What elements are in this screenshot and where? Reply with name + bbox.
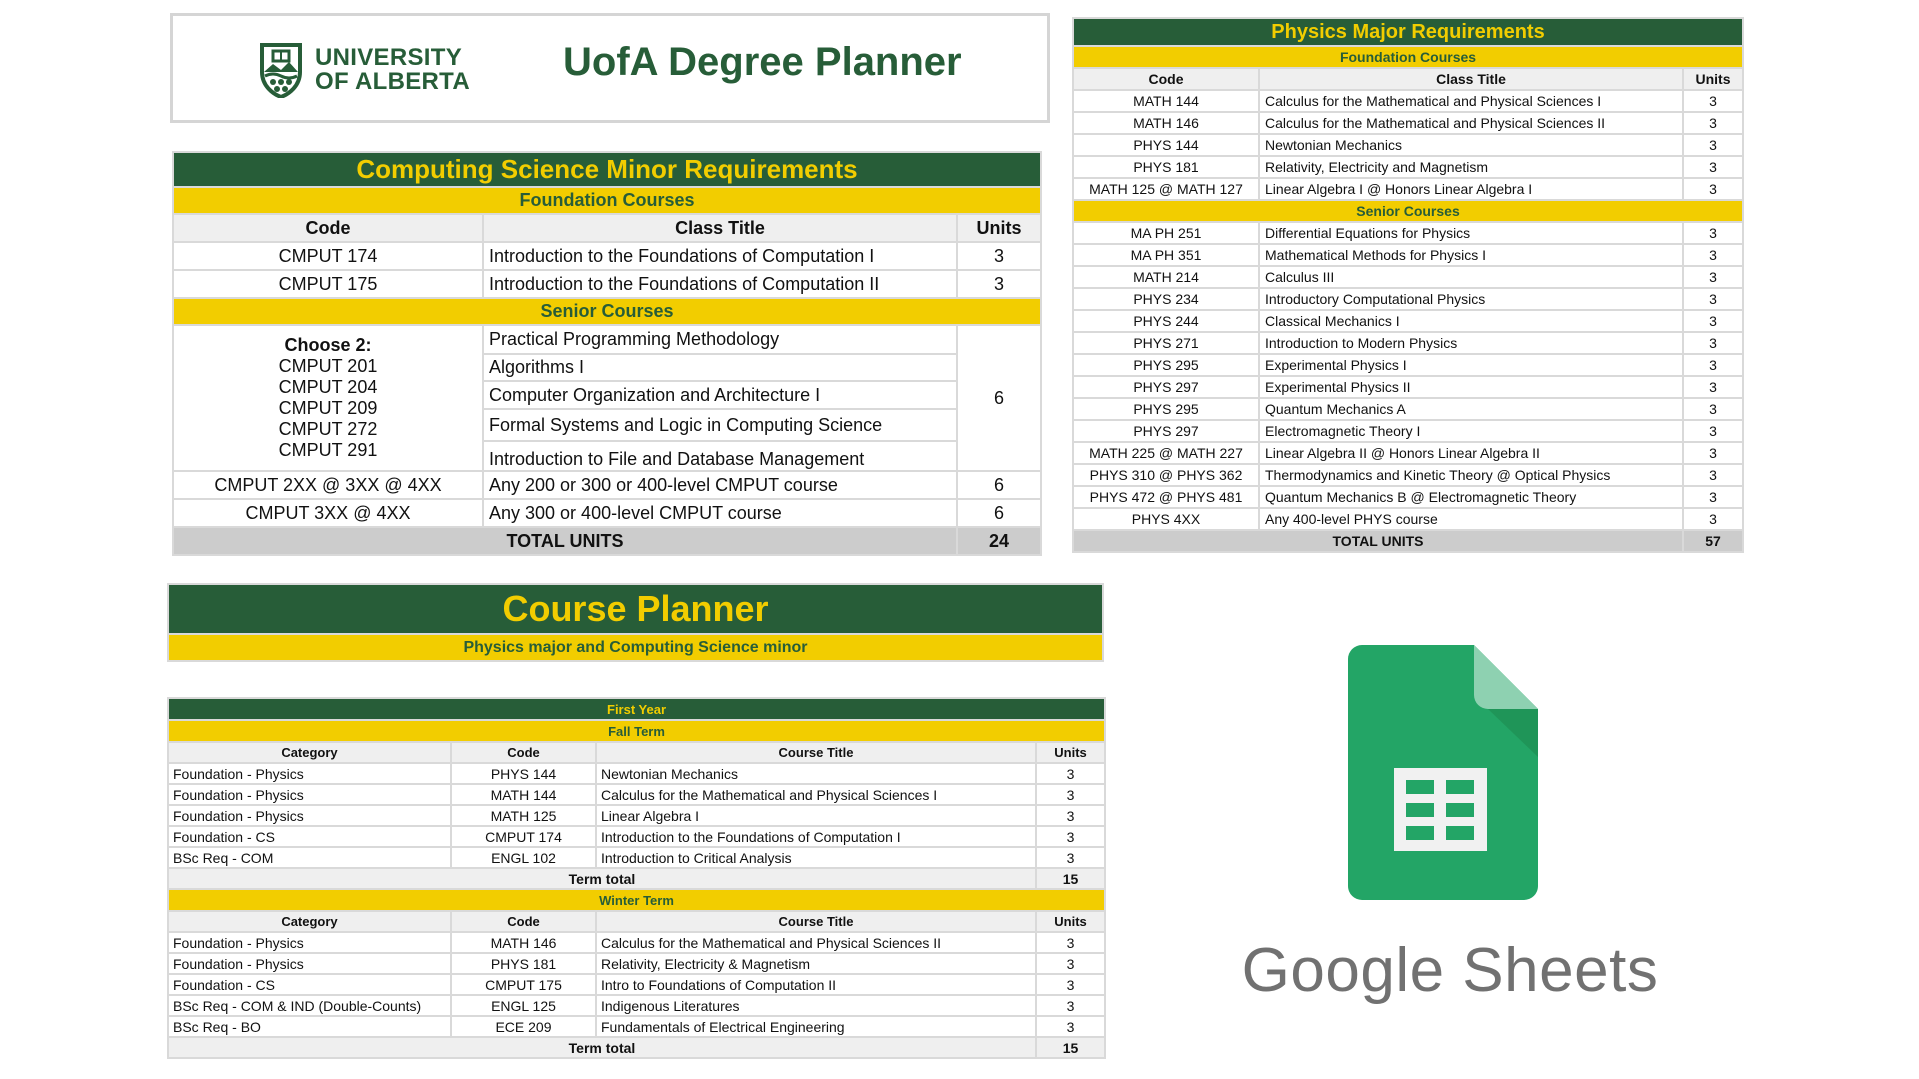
table-row[interactable] [173, 499, 1041, 527]
cs-foundation-label: Foundation Courses [173, 187, 1041, 214]
cell-code[interactable]: PHYS 472 @ PHYS 481 [1073, 486, 1259, 508]
cell-title[interactable]: Any 300 or 400-level CMPUT course [483, 499, 957, 527]
cell-code[interactable]: PHYS 297 [1073, 376, 1259, 398]
col-header-units: Units [1036, 911, 1105, 932]
cell-code[interactable]: ECE 209 [451, 1016, 596, 1037]
term-total-value: 15 [1036, 868, 1105, 889]
cell-code[interactable]: CMPUT 174 [173, 242, 483, 270]
cell-category[interactable]: Foundation - Physics [168, 805, 451, 826]
cell-category[interactable]: BSc Req - COM [168, 847, 451, 868]
cell-units[interactable]: 3 [957, 270, 1041, 298]
cell-title[interactable]: Electromagnetic Theory I [1259, 420, 1683, 442]
col-header-title: Class Title [483, 214, 957, 242]
table-row[interactable] [168, 784, 1105, 805]
cell-title[interactable]: Introduction to the Foundations of Computation II [483, 270, 957, 298]
cell-title[interactable]: Linear Algebra I [596, 805, 1036, 826]
cell-code[interactable]: PHYS 271 [1073, 332, 1259, 354]
cell-title[interactable]: Relativity, Electricity & Magnetism [596, 953, 1036, 974]
col-header-category: Category [168, 742, 451, 763]
cell-category[interactable]: BSc Req - BO [168, 1016, 451, 1037]
cell-code[interactable]: PHYS 244 [1073, 310, 1259, 332]
cell-title[interactable]: Quantum Mechanics A [1259, 398, 1683, 420]
uofa-logo [259, 42, 470, 98]
col-header-title: Course Title [596, 742, 1036, 763]
cell-units[interactable]: 3 [1036, 763, 1105, 784]
cell-code[interactable]: MATH 146 [1073, 112, 1259, 134]
table-row[interactable] [168, 932, 1105, 953]
cell-title[interactable]: Fundamentals of Electrical Engineering [596, 1016, 1036, 1037]
page-title: UofA Degree Planner [563, 40, 962, 84]
cell-category[interactable]: Foundation - Physics [168, 932, 451, 953]
term-total-row [168, 1037, 1105, 1058]
cell-title[interactable]: Linear Algebra II @ Honors Linear Algebra II [1259, 442, 1683, 464]
cell-units[interactable]: 3 [1036, 847, 1105, 868]
cell-title[interactable]: Algorithms I [483, 354, 957, 381]
cell-category[interactable]: Foundation - Physics [168, 763, 451, 784]
col-header-title: Course Title [596, 911, 1036, 932]
table-row[interactable] [173, 471, 1041, 499]
table-row[interactable] [1073, 464, 1743, 486]
cell-code[interactable]: PHYS 144 [1073, 134, 1259, 156]
cell-units[interactable]: 3 [1683, 420, 1743, 442]
col-header-title: Class Title [1259, 68, 1683, 90]
total-value: 57 [1683, 530, 1743, 552]
term-total-label: Term total [168, 868, 1036, 889]
cell-code[interactable]: PHYS 181 [1073, 156, 1259, 178]
cell-units[interactable]: 3 [1683, 178, 1743, 200]
term-total-value: 15 [1036, 1037, 1105, 1058]
cell-code[interactable]: PHYS 234 [1073, 288, 1259, 310]
cell-units[interactable]: 3 [1036, 1016, 1105, 1037]
cell-category[interactable]: Foundation - Physics [168, 953, 451, 974]
course-planner-subtitle: Physics major and Computing Science minor [168, 634, 1103, 661]
table-row[interactable] [168, 847, 1105, 868]
cell-units[interactable]: 3 [1036, 805, 1105, 826]
cell-units[interactable]: 3 [1036, 932, 1105, 953]
physics-foundation-label: Foundation Courses [1073, 46, 1743, 68]
cell-title[interactable]: Formal Systems and Logic in Computing Science [483, 409, 957, 441]
cell-title[interactable]: Introductory Computational Physics [1259, 288, 1683, 310]
cell-title[interactable]: Calculus III [1259, 266, 1683, 288]
col-header-code: Code [451, 742, 596, 763]
table-row[interactable] [1073, 244, 1743, 266]
cell-title[interactable]: Calculus for the Mathematical and Physical Sciences I [1259, 90, 1683, 112]
table-row[interactable] [168, 805, 1105, 826]
cell-category[interactable]: Foundation - CS [168, 826, 451, 847]
cell-units[interactable]: 3 [1683, 222, 1743, 244]
cell-title[interactable]: Calculus for the Mathematical and Physical Sciences II [596, 932, 1036, 953]
course-planner-banner [167, 583, 1104, 662]
cell-title[interactable]: Differential Equations for Physics [1259, 222, 1683, 244]
cell-choose-codes[interactable] [173, 325, 483, 471]
table-row[interactable] [173, 242, 1041, 270]
cell-code[interactable]: CMPUT 175 [173, 270, 483, 298]
table-row[interactable] [1073, 90, 1743, 112]
cell-units[interactable]: 3 [1683, 354, 1743, 376]
google-sheets-icon [1348, 645, 1538, 900]
choose-code: CMPUT 204 [278, 377, 378, 397]
cell-title[interactable]: Introduction to Critical Analysis [596, 847, 1036, 868]
col-header-code: Code [1073, 68, 1259, 90]
cs-minor-table [172, 151, 1040, 556]
cell-code[interactable]: MATH 125 [451, 805, 596, 826]
uofa-shield-icon [259, 42, 303, 98]
header-card [170, 13, 1050, 123]
cell-code[interactable]: MA PH 251 [1073, 222, 1259, 244]
cell-units[interactable]: 6 [957, 471, 1041, 499]
cell-units[interactable]: 3 [1036, 953, 1105, 974]
winter-term-label: Winter Term [168, 889, 1105, 911]
cell-code[interactable]: MATH 144 [451, 784, 596, 805]
cell-title[interactable]: Thermodynamics and Kinetic Theory @ Optical Physics [1259, 464, 1683, 486]
total-row [173, 527, 1041, 555]
table-row[interactable] [1073, 486, 1743, 508]
cell-units[interactable]: 3 [1683, 112, 1743, 134]
cell-title[interactable]: Calculus for the Mathematical and Physical Sciences I [596, 784, 1036, 805]
cell-code[interactable]: CMPUT 175 [451, 974, 596, 995]
choose-label: Choose 2: [284, 335, 372, 355]
cell-title[interactable]: Mathematical Methods for Physics I [1259, 244, 1683, 266]
total-label: TOTAL UNITS [1073, 530, 1683, 552]
total-value: 24 [957, 527, 1041, 555]
cs-minor-title: Computing Science Minor Requirements [173, 152, 1041, 187]
col-header-units: Units [957, 214, 1041, 242]
table-row[interactable] [173, 325, 1041, 354]
col-header-code: Code [451, 911, 596, 932]
cell-units[interactable]: 3 [1683, 486, 1743, 508]
cell-category[interactable]: Foundation - CS [168, 974, 451, 995]
table-row[interactable] [1073, 134, 1743, 156]
choose-code: CMPUT 291 [278, 440, 378, 460]
physics-major-table [1072, 17, 1742, 553]
cell-code[interactable]: PHYS 297 [1073, 420, 1259, 442]
cell-units[interactable]: 3 [1036, 826, 1105, 847]
table-row[interactable] [1073, 442, 1743, 464]
cell-title[interactable]: Practical Programming Methodology [483, 325, 957, 354]
cell-category[interactable]: BSc Req - COM & IND (Double-Counts) [168, 995, 451, 1016]
term-total-label: Term total [168, 1037, 1036, 1058]
col-header-units: Units [1683, 68, 1743, 90]
table-row[interactable] [1073, 332, 1743, 354]
cell-units[interactable]: 3 [1683, 398, 1743, 420]
cell-code[interactable]: ENGL 125 [451, 995, 596, 1016]
physics-major-title: Physics Major Requirements [1073, 18, 1743, 46]
cell-units[interactable]: 3 [1036, 784, 1105, 805]
cell-code[interactable]: PHYS 181 [451, 953, 596, 974]
cell-units[interactable]: 3 [1683, 442, 1743, 464]
table-row[interactable] [1073, 156, 1743, 178]
col-header-code: Code [173, 214, 483, 242]
cell-units[interactable]: 3 [1683, 376, 1743, 398]
table-row[interactable] [1073, 398, 1743, 420]
cell-units[interactable]: 3 [957, 242, 1041, 270]
cell-code[interactable]: PHYS 4XX [1073, 508, 1259, 530]
cell-title[interactable]: Any 400-level PHYS course [1259, 508, 1683, 530]
cell-title[interactable]: Indigenous Literatures [596, 995, 1036, 1016]
choose-code: CMPUT 272 [278, 419, 378, 439]
cell-title[interactable]: Introduction to the Foundations of Computation I [483, 242, 957, 270]
cell-code[interactable]: PHYS 310 @ PHYS 362 [1073, 464, 1259, 486]
cell-title[interactable]: Experimental Physics I [1259, 354, 1683, 376]
cell-title[interactable]: Experimental Physics II [1259, 376, 1683, 398]
cell-title[interactable]: Newtonian Mechanics [596, 763, 1036, 784]
cell-units[interactable]: 3 [1036, 995, 1105, 1016]
table-row[interactable] [1073, 112, 1743, 134]
logo-line-1: UNIVERSITY [315, 44, 463, 71]
cell-units[interactable]: 3 [1683, 288, 1743, 310]
cell-title[interactable]: Quantum Mechanics B @ Electromagnetic Theory [1259, 486, 1683, 508]
cs-senior-label: Senior Courses [173, 298, 1041, 325]
table-row[interactable] [1073, 310, 1743, 332]
choose-code: CMPUT 201 [278, 356, 378, 376]
table-row[interactable] [168, 953, 1105, 974]
total-row [1073, 530, 1743, 552]
cell-units[interactable]: 3 [1683, 134, 1743, 156]
table-row[interactable] [173, 270, 1041, 298]
cell-code[interactable]: MATH 214 [1073, 266, 1259, 288]
cell-units[interactable]: 3 [1683, 464, 1743, 486]
term-total-row [168, 868, 1105, 889]
year-label: First Year [168, 698, 1105, 720]
cell-units[interactable]: 3 [1683, 156, 1743, 178]
table-row[interactable] [168, 1016, 1105, 1037]
cell-code[interactable]: MA PH 351 [1073, 244, 1259, 266]
google-sheets-wordmark: Google Sheets [1241, 936, 1659, 1005]
cell-title[interactable]: Any 200 or 300 or 400-level CMPUT course [483, 471, 957, 499]
cell-code[interactable]: ENGL 102 [451, 847, 596, 868]
table-row[interactable] [168, 763, 1105, 784]
cell-title[interactable]: Introduction to File and Database Management [483, 441, 957, 471]
table-row[interactable] [168, 826, 1105, 847]
course-planner-title: Course Planner [168, 584, 1103, 634]
cell-units[interactable]: 3 [1683, 90, 1743, 112]
table-row[interactable] [1073, 508, 1743, 530]
col-header-category: Category [168, 911, 451, 932]
table-row[interactable] [1073, 420, 1743, 442]
cell-code[interactable]: MATH 125 @ MATH 127 [1073, 178, 1259, 200]
google-sheets-logo [1240, 645, 1660, 1025]
cell-code[interactable]: CMPUT 174 [451, 826, 596, 847]
cell-title[interactable]: Introduction to Modern Physics [1259, 332, 1683, 354]
cell-title[interactable]: Introduction to the Foundations of Computation I [596, 826, 1036, 847]
cell-units[interactable]: 6 [957, 325, 1041, 471]
cell-category[interactable]: Foundation - Physics [168, 784, 451, 805]
table-row[interactable] [1073, 266, 1743, 288]
cell-units[interactable]: 3 [1683, 508, 1743, 530]
cell-title[interactable]: Newtonian Mechanics [1259, 134, 1683, 156]
table-row[interactable] [1073, 354, 1743, 376]
cell-units[interactable]: 3 [1683, 244, 1743, 266]
cell-code[interactable]: MATH 144 [1073, 90, 1259, 112]
table-row[interactable] [168, 974, 1105, 995]
cell-code[interactable]: PHYS 295 [1073, 398, 1259, 420]
cell-code[interactable]: CMPUT 3XX @ 4XX [173, 499, 483, 527]
total-label: TOTAL UNITS [173, 527, 957, 555]
cell-title[interactable]: Calculus for the Mathematical and Physical Sciences II [1259, 112, 1683, 134]
choose-code: CMPUT 209 [278, 398, 378, 418]
cell-units[interactable]: 3 [1683, 266, 1743, 288]
logo-line-2: OF ALBERTA [315, 68, 470, 95]
cell-code[interactable]: MATH 225 @ MATH 227 [1073, 442, 1259, 464]
cell-title[interactable]: Linear Algebra I @ Honors Linear Algebra I [1259, 178, 1683, 200]
cell-units[interactable]: 3 [1683, 332, 1743, 354]
cell-code[interactable]: MATH 146 [451, 932, 596, 953]
col-header-units: Units [1036, 742, 1105, 763]
cell-title[interactable]: Classical Mechanics I [1259, 310, 1683, 332]
table-row[interactable] [1073, 376, 1743, 398]
cell-title[interactable]: Relativity, Electricity and Magnetism [1259, 156, 1683, 178]
table-row[interactable] [1073, 222, 1743, 244]
cell-title[interactable]: Intro to Foundations of Computation II [596, 974, 1036, 995]
physics-senior-label: Senior Courses [1073, 200, 1743, 222]
cell-units[interactable]: 6 [957, 499, 1041, 527]
cell-title[interactable]: Computer Organization and Architecture I [483, 381, 957, 409]
cell-units[interactable]: 3 [1036, 974, 1105, 995]
table-row[interactable] [168, 995, 1105, 1016]
first-year-table [167, 697, 1104, 1059]
cell-code[interactable]: PHYS 144 [451, 763, 596, 784]
cell-code[interactable]: PHYS 295 [1073, 354, 1259, 376]
cell-code[interactable]: CMPUT 2XX @ 3XX @ 4XX [173, 471, 483, 499]
table-row[interactable] [1073, 178, 1743, 200]
fall-term-label: Fall Term [168, 720, 1105, 742]
table-row[interactable] [1073, 288, 1743, 310]
cell-units[interactable]: 3 [1683, 310, 1743, 332]
